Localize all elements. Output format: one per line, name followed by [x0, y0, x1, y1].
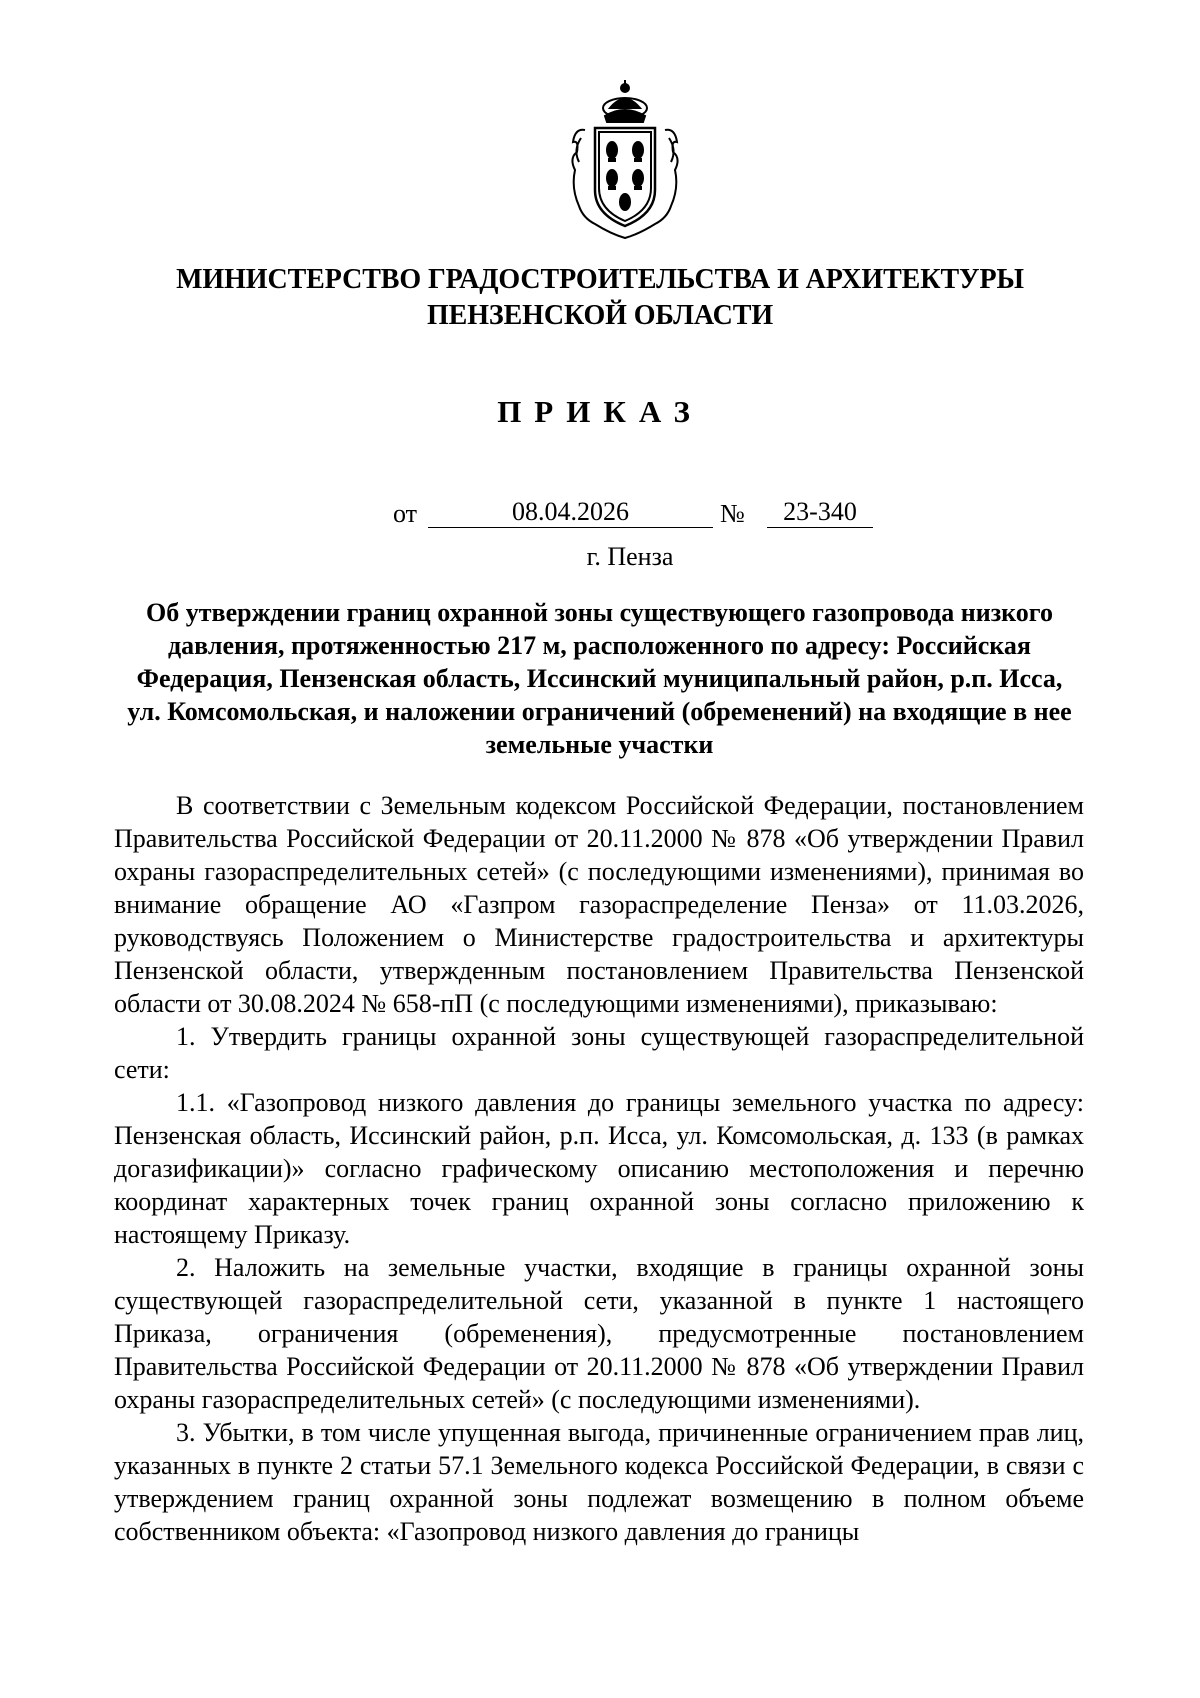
ministry-name [0, 262, 1200, 334]
order-city: г. Пенза [586, 542, 674, 571]
order-title: ПРИКАЗ [497, 394, 703, 429]
order-body [114, 789, 1084, 1548]
item-1-1-paragraph: 1.1. «Газопровод низкого давления до границы земельного участка по адресу: Пензенская область, Иссинский район, р.п. Исса, ул. Комсомольская, д. 133 (в рамках догазификации)» согласно графическому описанию местоположения и перечню координат характерных точек границ охранной зоны согласно приложению к настоящему Приказу. [114, 1088, 1084, 1249]
number-sign: № [720, 499, 745, 528]
item-2-paragraph: 2. Наложить на земельные участки, входящие в границы охранной зоны существующей газораспределительной сети, указанной в пункте 1 настоящего Приказа, ограничения (обременения), предусмотренные постановлением Правительства Российской Федерации от 20.11.2000 № 878 «Об утверждении Правил охраны газораспределительных сетей» (с последующими изменениями). [114, 1253, 1084, 1414]
item-1-paragraph: 1. Утвердить границы охранной зоны существующей газораспределительной сети: [114, 1022, 1084, 1084]
ministry-line-2: ПЕНЗЕНСКОЙ ОБЛАСТИ [426, 300, 773, 331]
date-prefix: от [393, 499, 418, 528]
order-number: 23-340 [767, 497, 873, 528]
order-subject: Об утверждении границ охранной зоны существующего газопровода низкого давления, протяженностью 217 м, расположенного по адресу: Российская Федерация, Пензенская область, Иссинский муниципальный район, р.п. Исса, ул. Комсомольская, и наложении ограничений (обременений) на входящие в нее земельные участки [127, 598, 1072, 759]
order-date: 08.04.2026 [428, 497, 713, 528]
preamble-paragraph: В соответствии с Земельным кодексом Российской Федерации, постановлением Правительства Российской Федерации от 20.11.2000 № 878 «Об утверждении Правил охраны газораспределительных сетей» (с последующими изменениями), принимая во внимание обращение АО «Газпром газораспределение Пенза» от 11.03.2026, руководствуясь Положением о Министерстве градостроительства и архитектуры Пензенской области, утвержденным постановлением Правительства Пензенской области от 30.08.2024 № 658-пП (с последующими изменениями), приказываю: [114, 791, 1084, 1018]
ministry-line-1: МИНИСТЕРСТВО ГРАДОСТРОИТЕЛЬСТВА И АРХИТЕКТУРЫ [176, 264, 1024, 295]
order-dateline [393, 497, 873, 531]
coat-of-arms-icon [565, 78, 685, 240]
item-3-paragraph: 3. Убытки, в том числе упущенная выгода, причиненные ограничением прав лиц, указанных в пункте 2 статьи 57.1 Земельного кодекса Российской Федерации, в связи с утверждением границ охранной зоны подлежат возмещению в полном объеме собственником объекта: «Газопровод низкого давления до границы [114, 1418, 1084, 1546]
